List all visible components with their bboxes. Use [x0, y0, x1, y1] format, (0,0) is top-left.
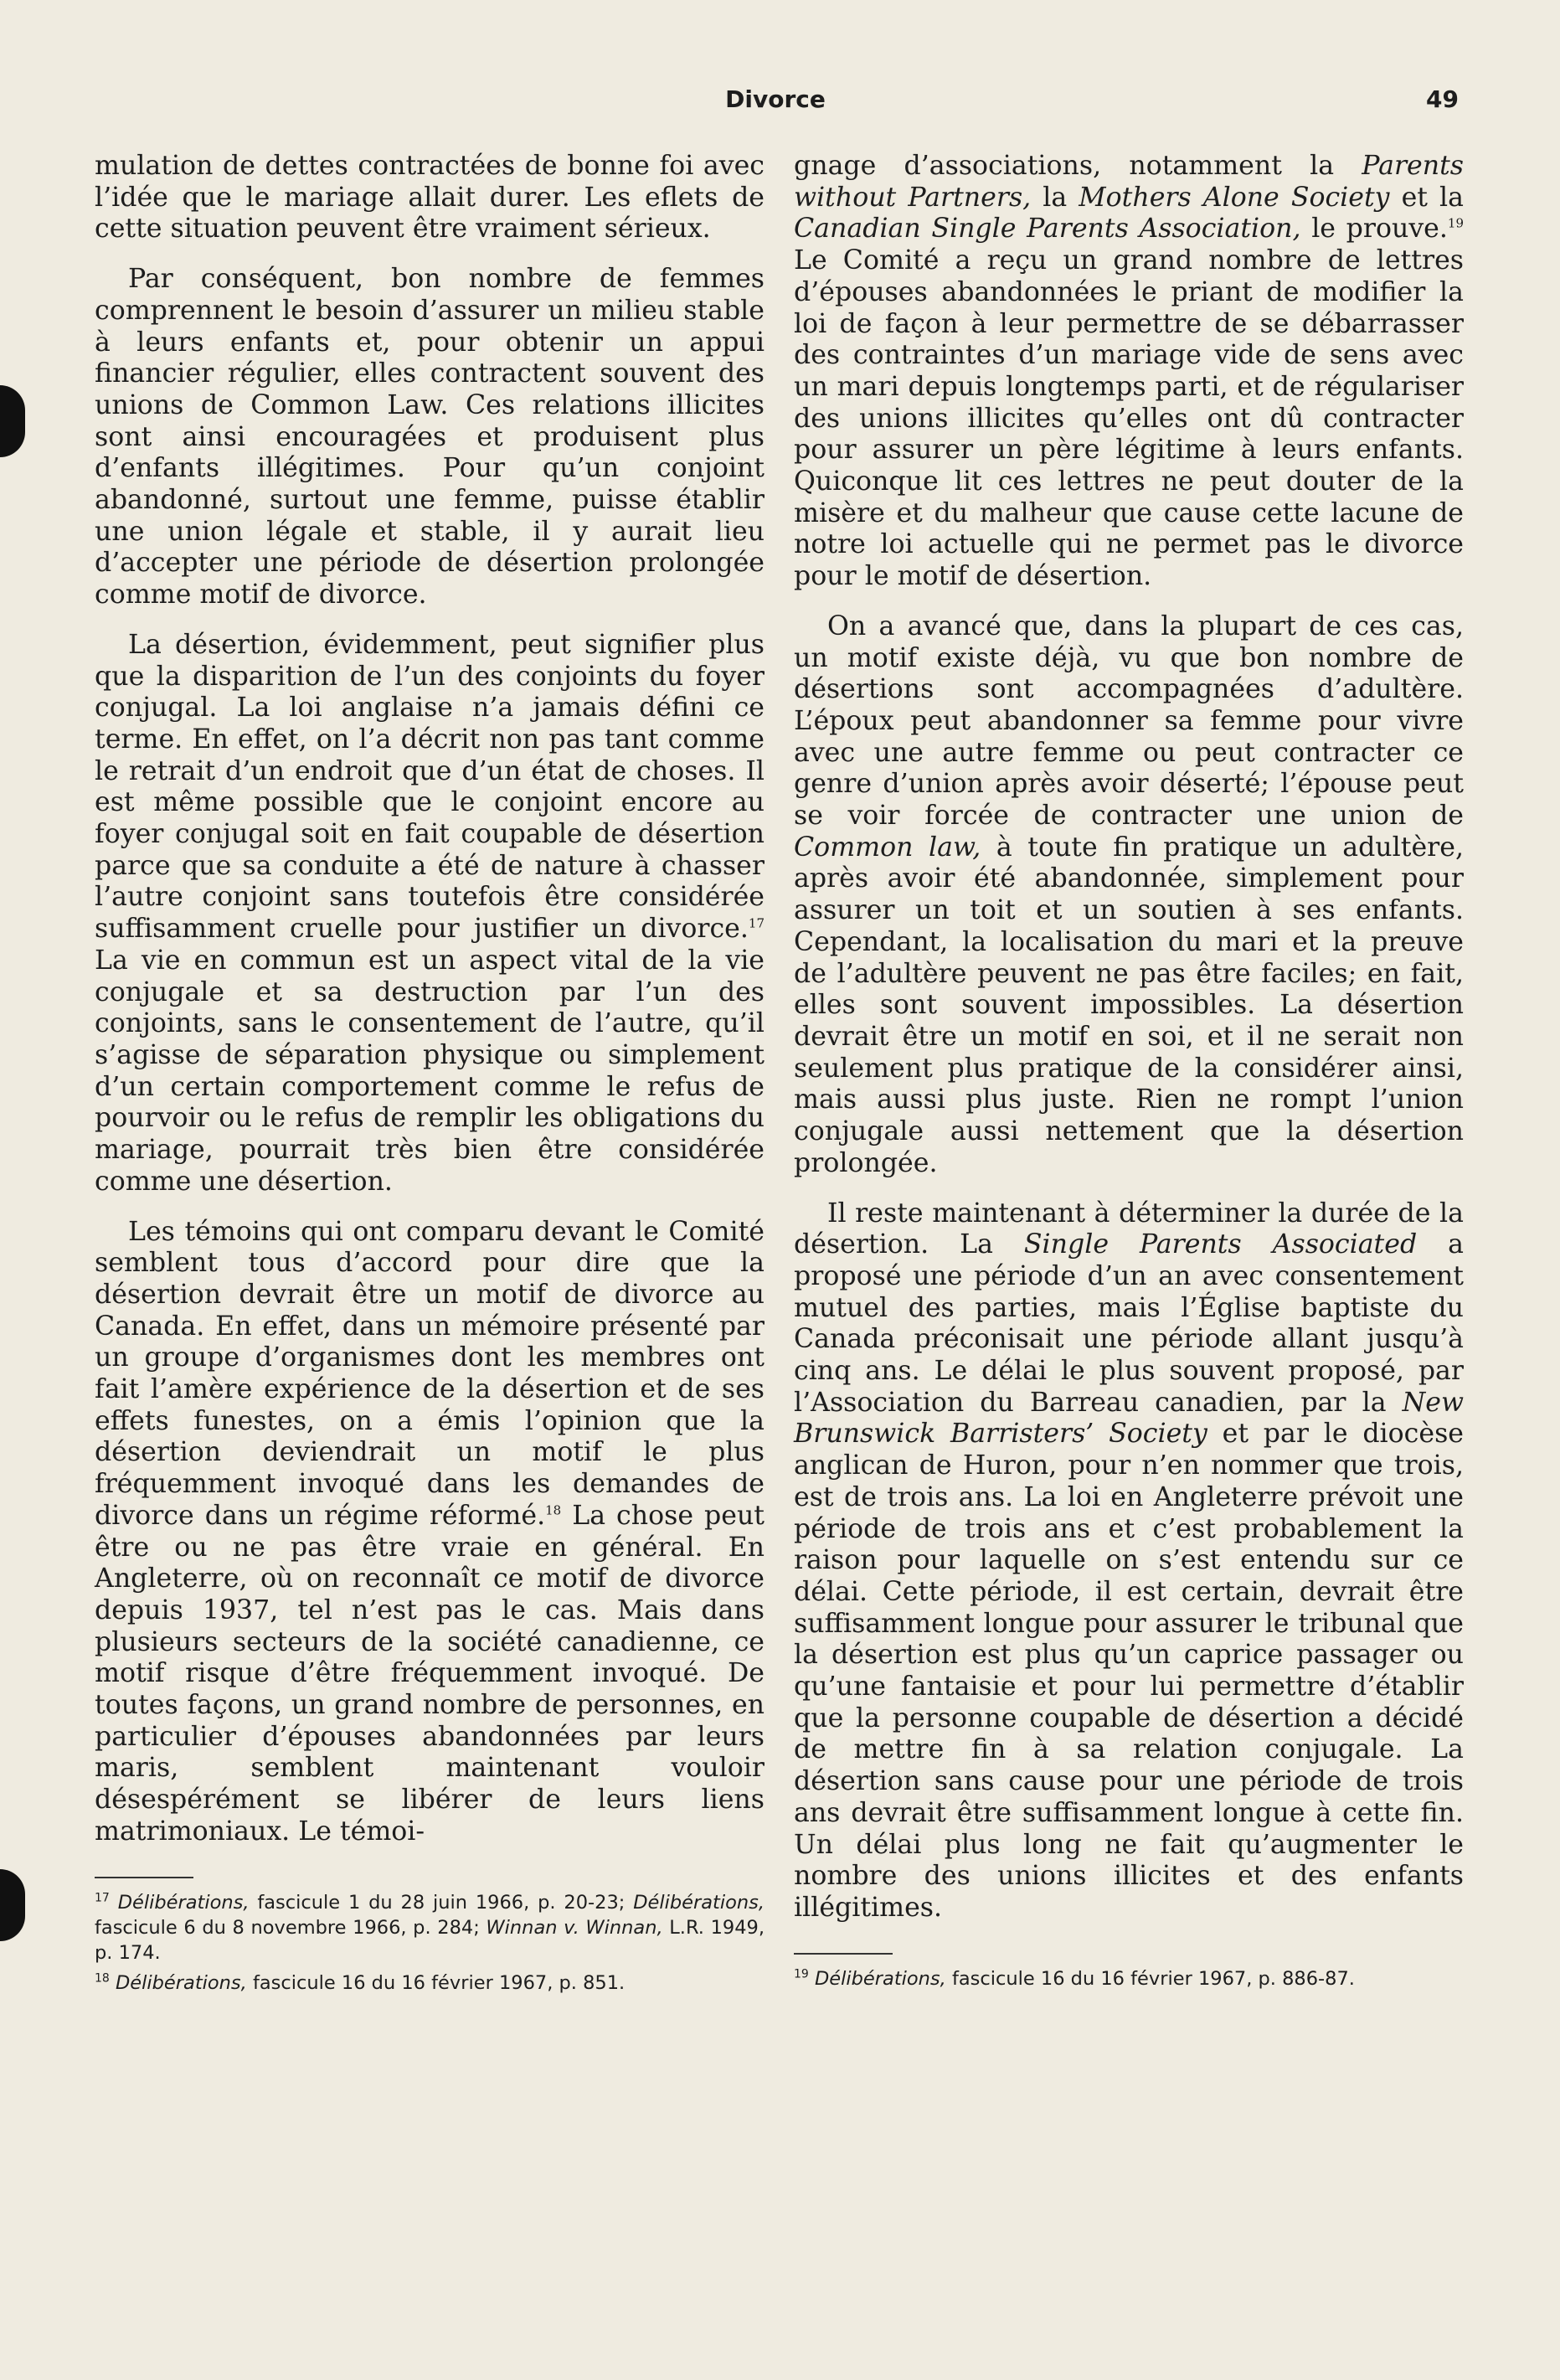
footnote-number: 17 — [95, 1891, 110, 1905]
footnote-text: fascicule 16 du 16 février 1967, p. 886-87. — [945, 1967, 1355, 1990]
organization-name: Canadian Single Parents Association, — [794, 214, 1301, 245]
footnote-italic: Délibérations, — [115, 1971, 247, 1994]
page-number: 49 — [1426, 85, 1459, 113]
right-column — [794, 151, 1464, 1996]
organization-name: Parents without Partners, — [794, 151, 1464, 213]
organization-name: Mothers Alone Society — [1079, 182, 1390, 213]
paragraph-text: et la — [1389, 182, 1464, 213]
paragraph-text: La chose peut être ou ne pas être vraie en général. En Angleterre, où on reconnaît ce motif de divorce depuis 1937, tel n’est pas le cas. Mais dans plusieurs secteurs de la société canadienne, ce motif risque d’être fréquemment invoqué. De toutes façons, un grand nombre de personnes, en particulier d’épouses abandonnées par leurs maris, semblent maintenant vouloir désespérément se libérer de leurs liens matrimoniaux. Le témoi- — [95, 1500, 765, 1847]
footnote-number: 18 — [95, 1971, 110, 1986]
paragraph — [794, 1198, 1464, 1924]
footnote-italic: Délibérations, — [117, 1891, 250, 1914]
footnote-text: fascicule 6 du 8 novembre 1966, p. 284; — [95, 1916, 487, 1939]
paragraph-text: La vie en commun est un aspect vital de la vie conjugale et sa destruction par l’un des conjoints, sans le consentement de l’autre, qu’il s’agisse de séparation physique ou simplement d’un certain comportement comme le refus de pourvoir ou le refus de remplir les obligations du mariage, pourrait très bien être considérée comme une désertion. — [95, 945, 765, 1197]
italic-term: Common law, — [794, 832, 981, 863]
paragraph-text: On a avancé que, dans la plupart de ces cas, un motif existe déjà, vu que bon nombre de désertions sont accompagnées d’adultère. L’époux peut abandonner sa femme pour vivre avec une autre femme ou peut contracter ce genre d’union après avoir déserté; l’épouse peut se voir forcée de contracter une union de — [794, 610, 1464, 832]
footnote-ref: 17 — [748, 915, 765, 931]
paragraph-text: Il reste maintenant à déterminer la durée de la désertion. La — [794, 1198, 1464, 1260]
running-title: Divorce — [725, 85, 826, 113]
footnote-number: 19 — [794, 1967, 809, 1981]
page-header — [92, 80, 1459, 122]
paragraph: mulation de dettes contractées de bonne foi avec l’idée que le mariage allait durer. Les eflets de cette situation peuvent être vraiment sérieux. — [95, 151, 765, 245]
binding-hole-mark-bottom — [0, 1869, 25, 1941]
paragraph-text: a proposé une période d’un an avec consentement mutuel des parties, mais l’Église baptiste du Canada préconisait une période allant jusqu’à cinq ans. Le délai le plus souvent proposé, par l’Association du Barreau canadien, par la — [794, 1229, 1464, 1418]
paragraph-text: Les témoins qui ont comparu devant le Comité semblent tous d’accord pour dire que la désertion devrait être un motif de divorce au Canada. En effet, dans un mémoire présenté par un groupe d’organismes dont les membres ont fait l’amère expérience de la désertion et de ses effets funestes, on a émis l’opinion que la désertion deviendrait un motif le plus fréquemment invoqué dans les demandes de divorce dans un régime réformé. — [95, 1216, 765, 1531]
footnote-italic: Délibérations, — [814, 1967, 946, 1990]
footnote-18 — [95, 1970, 765, 1996]
footnote-italic: Winnan v. Winnan, — [486, 1916, 663, 1939]
paragraph-text: à toute fin pratique un adultère, après avoir été abandonnée, simplement pour assurer un toit et un soutien à ses enfants. Cependant, la localisation du mari et la preuve de l’adultère peuvent ne pas être faciles; en fait, elles sont souvent impossibles. La désertion devrait être un motif en soi, et il ne serait non seulement plus pratique de la considérer ainsi, mais aussi plus juste. Rien ne rompt l’union conjugale aussi nettement que la désertion prolongée. — [794, 832, 1464, 1178]
footnote-rule — [95, 1877, 193, 1878]
paragraph-text: Le Comité a reçu un grand nombre de lettres d’épouses abandonnées le priant de modifier la loi de façon à leur permettre de se débarrasser des contraintes d’un mariage vide de sens avec un mari depuis longtemps parti, et de régulariser des unions illicites qu’elles ont dû contracter pour assurer un père légitime à leurs enfants. Quiconque lit ces lettres ne peut douter de la misère et du malheur que cause cette lacune de notre loi actuelle qui ne permet pas le divorce pour le motif de désertion. — [794, 245, 1464, 592]
footnote-rule — [794, 1953, 893, 1955]
footnote-17 — [95, 1890, 765, 1965]
paragraph-text: gnage d’associations, notamment la — [794, 151, 1362, 181]
paragraph-text: La désertion, évidemment, peut signifier plus que la disparition de l’un des conjoints du foyer conjugal. La loi anglaise n’a jamais défini ce terme. En effet, on l’a décrit non pas tant comme le retrait d’un endroit que d’un état de choses. Il est même possible que le conjoint encore au foyer conjugal soit en fait coupable de désertion parce que sa conduite a été de nature à chasser l’autre conjoint sans toutefois être considérée suffisamment cruelle pour justifier un divorce. — [95, 629, 765, 945]
paragraph-text: la — [1031, 182, 1079, 213]
left-column — [95, 151, 765, 2001]
footnote-ref: 18 — [545, 1502, 562, 1518]
paragraph — [95, 1217, 765, 1848]
footnote-text: L.R. 1949, p. 174. — [95, 1916, 765, 1964]
paragraph-text: le prouve. — [1300, 214, 1448, 245]
footnote-19 — [794, 1966, 1464, 1991]
paragraph-text: et par le diocèse anglican de Huron, pour n’en nommer que trois, est de trois ans. La loi en Angleterre prévoit une période de trois ans et c’est probablement la raison pour laquelle on s’est entendu sur ce délai. Cette période, il est certain, devrait être suffisamment longue pour assurer le tribunal que la désertion est plus qu’un caprice passager ou qu’une fantaisie et pour lui permettre d’établir que la personne coupable de désertion a décidé de mettre fin à sa relation conjugale. La désertion sans cause pour une période de trois ans devrait être suffisamment longue à cette fin. Un délai plus long ne fait qu’augmenter le nombre des unions illicites et des enfants illégitimes. — [794, 1419, 1464, 1923]
paragraph: Par conséquent, bon nombre de femmes comprennent le besoin d’assurer un milieu stable à leurs enfants et, pour obtenir un appui financier régulier, elles contractent souvent des unions de Common Law. Ces relations illicites sont ainsi encouragées et produisent plus d’enfants illégitimes. Pour qu’un conjoint abandonné, surtout une femme, puisse établir une union légale et stable, il y aurait lieu d’accepter une période de désertion prolongée comme motif de divorce. — [95, 264, 765, 610]
organization-name: Single Parents Associated — [1023, 1229, 1418, 1260]
paragraph — [794, 611, 1464, 1180]
organization-name: New Brunswick Barristers’ Society — [794, 1387, 1464, 1450]
paragraph — [95, 630, 765, 1198]
footnote-ref: 19 — [1447, 215, 1464, 231]
paragraph — [794, 151, 1464, 593]
binding-hole-mark-top — [0, 385, 25, 457]
footnote-text: fascicule 16 du 16 février 1967, p. 851. — [246, 1971, 626, 1994]
footnote-text: fascicule 1 du 28 juin 1966, p. 20-23; — [249, 1891, 634, 1914]
footnote-italic: Délibérations, — [633, 1891, 765, 1914]
